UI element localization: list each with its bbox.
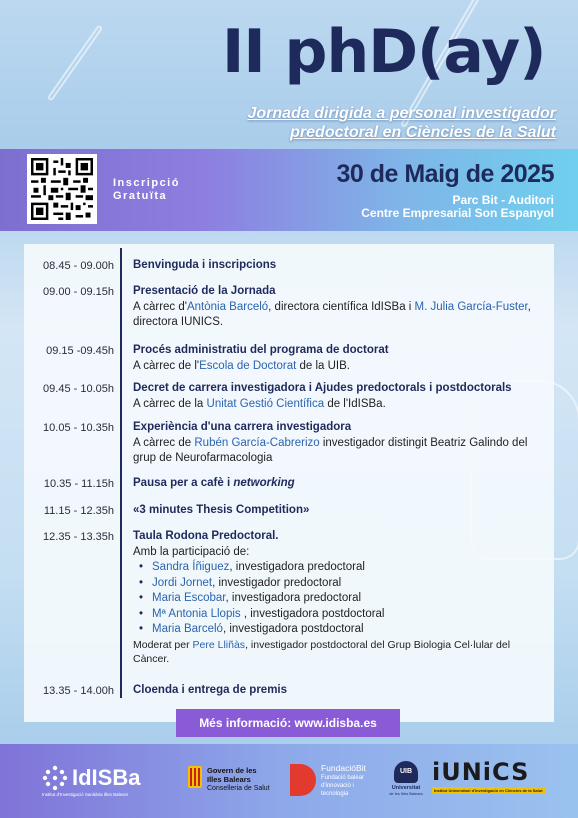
idisba-logo[interactable]: IdISBa Institut d'Investigació Sanitària Illes Balears (42, 765, 141, 797)
schedule-item-title: Procés administratiu del programa de doctorat (133, 344, 389, 356)
list-item: • Maria Escobar, investigadora predoctoral (133, 591, 545, 607)
speaker-link[interactable]: Antònia Barceló (186, 300, 269, 313)
qr-code-icon (31, 158, 93, 220)
more-info-link[interactable]: Més informació: www.idisba.es (176, 709, 400, 737)
govern-illes-balears-logo[interactable]: Govern de les Illes Balears Conselleria de Salut (188, 766, 270, 793)
schedule-item (133, 476, 545, 492)
event-subtitle: Jornada dirigida a personal investigador predoctoral en Ciències de la Salut (247, 105, 556, 141)
list-item: • Maria Barceló, investigadora postdoctoral (133, 622, 545, 638)
list-item: • Sandra Íñiguez, investigadora predoctoral (133, 560, 545, 576)
idisba-dots-icon (42, 765, 68, 791)
speaker-link[interactable]: Rubén García-Cabrerizo (194, 436, 320, 449)
schedule-time: 09.00 - 09.15h (43, 286, 114, 298)
iunics-logo[interactable]: iUNiCS Institut Universitari d'Investigació en Ciències de la Salut (432, 758, 543, 793)
schedule-time: 11.15 - 12.35h (43, 505, 114, 517)
schedule-time: 09.15 -09.45h (46, 345, 114, 357)
schedule-item-title: Cloenda i entrega de premis (133, 684, 288, 696)
schedule-time: 10.35 - 11.15h (43, 478, 114, 490)
schedule-item (133, 503, 545, 519)
schedule-item-title: Presentació de la Jornada (133, 285, 276, 297)
schedule-time: 10.05 - 10.35h (43, 422, 114, 434)
schedule-item-title: Benvinguda i inscripcions (133, 259, 277, 271)
speaker-link[interactable]: Jordi Jornet (152, 576, 213, 589)
participant-list (133, 560, 545, 638)
list-item: • Mª Antonia Llopis , investigadora postdoctoral (133, 607, 545, 623)
schedule-item-title: Experiència d'una carrera investigadora (133, 421, 352, 433)
schedule-time: 13.35 - 14.00h (43, 685, 114, 697)
list-item: • Jordi Jornet, investigador predoctoral (133, 576, 545, 592)
fundaciobit-mark-icon (290, 764, 316, 796)
schedule-item: Presentació de la Jornada A càrrec d'Antònia Barceló, directora científica IdISBa i M. Julia García-Fuster, directora IUNICS. (133, 284, 545, 331)
schedule-item: Procés administratiu del programa de doctorat A càrrec de l'Escola de Doctorat de la UIB. (133, 343, 545, 374)
schedule-item (133, 258, 545, 274)
speaker-link[interactable]: Mª Antonia Llopis (152, 607, 241, 620)
speaker-link[interactable]: Escola de Doctorat (199, 359, 297, 372)
schedule-item: Taula Rodona Predoctoral. Amb la participació de: • Sandra Íñiguez, investigadora predoctoral • Jordi Jornet, investigador predoctoral • Maria Escobar, investigadora predoctoral • Mª Antonia Llopis , investigadora postdoctoral • Maria Barceló, investigadora postdoctoral Moderat per Pere Lliñàs, investigador postdoctoral del Grup Biologia Cel·lular del Càncer. (133, 529, 545, 666)
government-shield-icon (188, 766, 202, 788)
registration-label: Inscripció Gratuïta (113, 177, 180, 202)
schedule-item-title: Pausa per a cafè i networking (133, 477, 295, 489)
registration-qr-code[interactable] (27, 154, 97, 224)
uib-logo[interactable]: UIB Universitat de les Illes Balears (388, 761, 424, 796)
speaker-link[interactable]: Maria Escobar (152, 592, 226, 604)
uib-emblem-icon: UIB (394, 761, 418, 783)
schedule-item-title: Taula Rodona Predoctoral. (133, 530, 279, 542)
schedule-item-title: Decret de carrera investigadora i Ajudes predoctorals i postdoctorals (133, 382, 512, 394)
speaker-link[interactable]: M. Julia García-Fuster (414, 300, 528, 313)
schedule-time: 12.35 - 13.35h (43, 531, 114, 543)
event-title: II phD(ay) (222, 17, 546, 87)
schedule-item: Decret de carrera investigadora i Ajudes predoctorals i postdoctorals A càrrec de la Unitat Gestió Científica de l'IdISBa. (133, 381, 545, 412)
event-venue: Parc Bit - Auditori Centre Empresarial Son Espanyol (361, 193, 554, 220)
schedule-item (133, 683, 545, 699)
speaker-link[interactable]: Unitat Gestió Científica (206, 397, 325, 410)
event-date: 30 de Maig de 2025 (336, 160, 554, 188)
timeline-divider (120, 248, 122, 698)
speaker-link[interactable]: Sandra Íñiguez (152, 561, 230, 573)
schedule-item-title: «3 minutes Thesis Competition» (133, 504, 310, 516)
speaker-link[interactable]: Pere Lliñàs (192, 638, 246, 651)
fundaciobit-logo[interactable]: FundacióBit Fundació balear d'innovació i tecnologia (290, 764, 366, 798)
schedule-time: 08.45 - 09.00h (43, 260, 114, 272)
speaker-link[interactable]: Maria Barceló (152, 623, 223, 635)
schedule-item: Experiència d'una carrera investigadora A càrrec de Rubén García-Cabrerizo investigador distingit Beatriz Galindo del grup de Neurofarmacologia (133, 420, 545, 467)
schedule-time: 09.45 - 10.05h (43, 383, 114, 395)
